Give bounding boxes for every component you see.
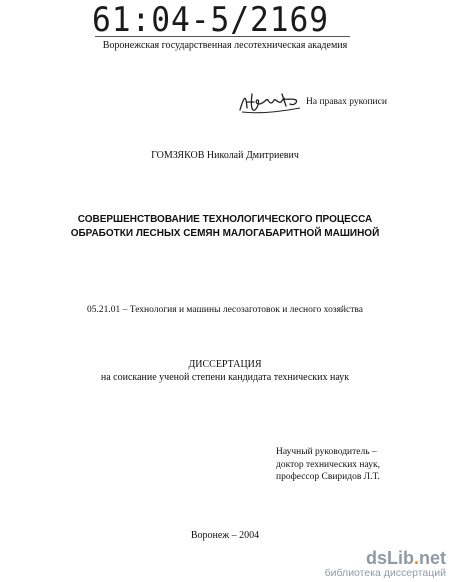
specialty-code: 05.21.01 – Технология и машины лесозаготовок и лесного хозяйства [87,305,363,315]
academy-name: Воронежская государственная лесотехническая академия [102,40,348,51]
supervisor-line: профессор Свиридов Л.Т. [276,472,380,482]
supervisor-line: доктор технических наук, [276,459,380,470]
city-year: Воронеж – 2004 [190,530,260,541]
logo-main: dsLib [365,548,414,568]
dissertation-block [0,358,450,384]
dissertation-title [0,213,450,241]
supervisor-block [276,446,380,484]
dslib-watermark[interactable] [325,549,446,580]
supervisor-line: Научный руководитель – [276,447,377,457]
watermark-logo [325,549,446,567]
archive-number: 61:04-5/2169 [92,0,330,40]
logo-dot: . [413,548,419,568]
logo-tld: net [419,548,446,568]
top-rule [95,36,350,37]
rights-notice: На правах рукописи [306,97,387,107]
watermark-subtitle: библиотека диссертаций [324,567,446,579]
dissertation-label: ДИССЕРТАЦИЯ [188,359,262,370]
author-name: ГОМЗЯКОВ Николай Дмитриевич [151,150,299,161]
title-line: СОВЕРШЕНСТВОВАНИЕ ТЕХНОЛОГИЧЕСКОГО ПРОЦЕССА [77,214,373,225]
degree-text: на соискание ученой степени кандидата технических наук [100,372,350,383]
title-line: ОБРАБОТКИ ЛЕСНЫХ СЕМЯН МАЛОГАБАРИТНОЙ МАШИНОЙ [70,228,380,239]
signature-icon [238,90,304,116]
